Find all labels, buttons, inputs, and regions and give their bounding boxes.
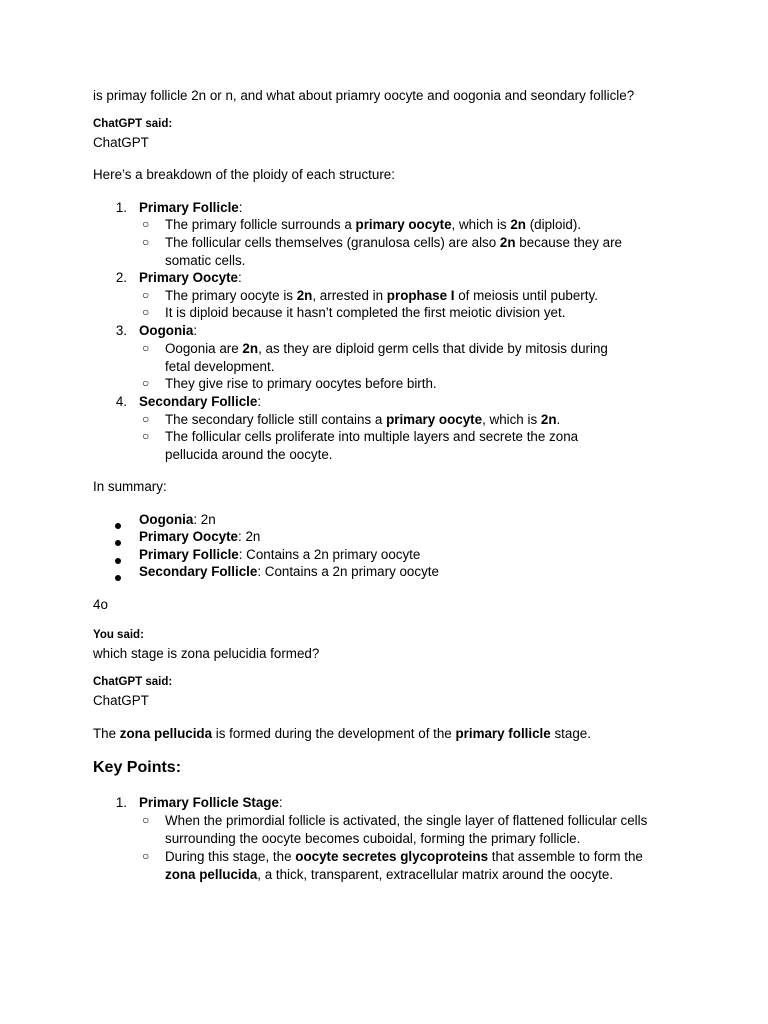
key-points-heading: Key Points: [93, 759, 182, 776]
bullet-icon [115, 523, 121, 529]
hollow-bullet-icon: ○ [142, 235, 150, 249]
sub-list-item: ○ The follicular cells proliferate into multiple layers and secrete the zona pellucida around the oocyte. [142, 429, 579, 462]
hollow-bullet-icon: ○ [142, 288, 150, 302]
model-label: 4o [93, 597, 108, 612]
hollow-bullet-icon: ○ [142, 849, 150, 863]
sub-list-item: ○ When the primordial follicle is activated, the single layer of flattened follicular cells surrounding the oocyte becomes cuboidal, forming the primary follicle. [142, 813, 648, 846]
sub-list-item: ○ They give rise to primary oocytes before birth. [142, 376, 437, 391]
user-question-2: which stage is zona pelucidia formed? [93, 646, 320, 661]
user-question-1: is primay follicle 2n or n, and what about priamry oocyte and oogonia and seondary follicle? [93, 88, 635, 103]
chatgpt-label-1: ChatGPT [93, 135, 149, 150]
hollow-bullet-icon: ○ [142, 341, 150, 355]
hollow-bullet-icon: ○ [142, 813, 150, 827]
sub-list-item: ○ The primary follicle surrounds a primary oocyte, which is 2n (diploid). [142, 217, 582, 232]
hollow-bullet-icon: ○ [142, 376, 150, 390]
hollow-bullet-icon: ○ [142, 305, 150, 319]
bullet-icon [115, 558, 121, 564]
sub-list-item: ○ It is diploid because it hasn’t completed the first meiotic division yet. [142, 305, 566, 320]
hollow-bullet-icon: ○ [142, 412, 150, 426]
chatgpt-label-2: ChatGPT [93, 693, 149, 708]
you-said-label: You said: [93, 629, 144, 641]
sub-list-item: ○ Oogonia are 2n, as they are diploid germ cells that divide by mitosis during fetal development. [142, 341, 608, 374]
answer-intro: Here’s a breakdown of the ploidy of each structure: [93, 167, 395, 182]
bullet-icon [115, 575, 121, 581]
answer-2: The zona pellucida is formed during the development of the primary follicle stage. [93, 726, 591, 741]
bullet-icon [115, 540, 121, 546]
sub-list-item: ○ The secondary follicle still contains a primary oocyte, which is 2n. [142, 412, 561, 427]
chatgpt-said-label-1: ChatGPT said: [93, 118, 173, 130]
summary-label: In summary: [93, 479, 167, 494]
sub-list-item: ○ The follicular cells themselves (granulosa cells) are also 2n because they are somatic cells. [142, 235, 622, 268]
sub-list-item: ○ During this stage, the oocyte secretes glycoproteins that assemble to form the zona pellucida, a thick, transparent, extracellular matrix around the oocyte. [142, 849, 643, 882]
hollow-bullet-icon: ○ [142, 217, 150, 231]
sub-list-item: ○ The primary oocyte is 2n, arrested in prophase I of meiosis until puberty. [142, 288, 598, 303]
hollow-bullet-icon: ○ [142, 429, 150, 443]
chatgpt-said-label-2: ChatGPT said: [93, 676, 173, 688]
